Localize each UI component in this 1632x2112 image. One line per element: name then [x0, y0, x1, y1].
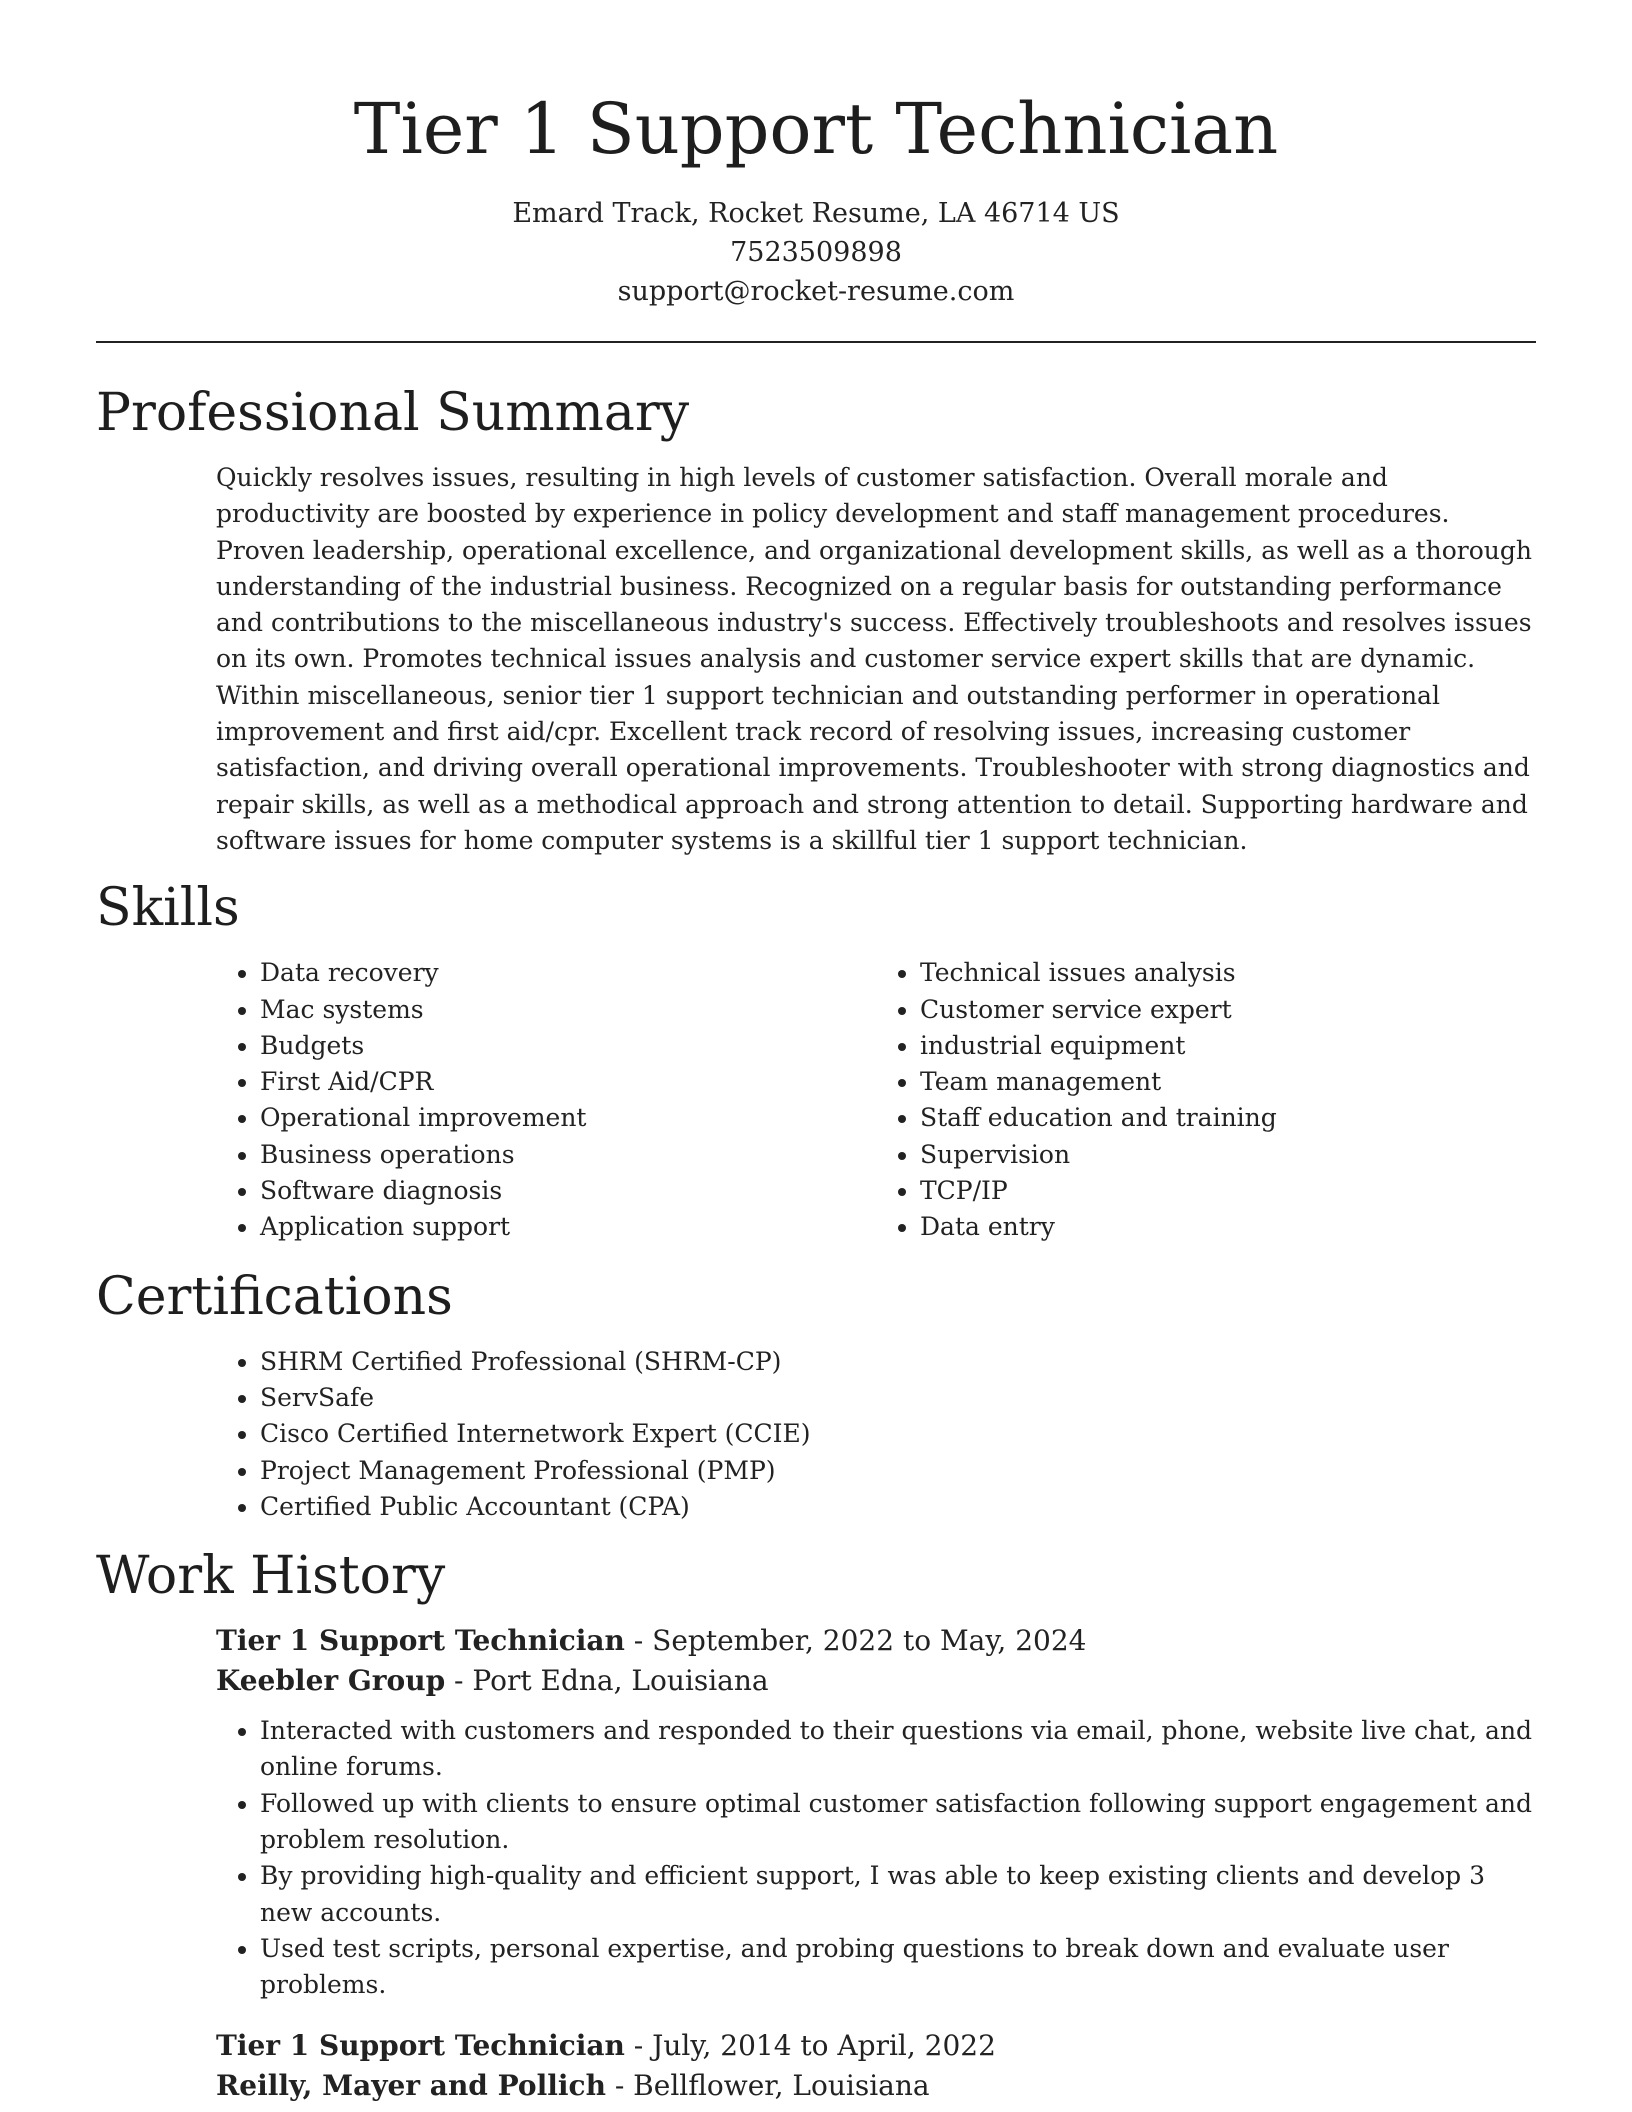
job-title: Tier 1 Support Technician	[216, 1624, 625, 1658]
contact-address: Emard Track, Rocket Resume, LA 46714 US	[512, 198, 1120, 229]
header-divider	[96, 341, 1536, 343]
job-bullet: • Used test scripts, personal expertise, and probing questions to break down and evaluate user problems.	[260, 1931, 1536, 2004]
resume-header	[0, 0, 1632, 311]
skill-item: • First Aid/CPR	[260, 1064, 876, 1100]
skill-item: • industrial equipment	[920, 1028, 1536, 1064]
summary-section	[96, 380, 1536, 859]
skills-list-left	[216, 955, 876, 1245]
contact-email[interactable]: support@rocket-resume.com	[617, 276, 1015, 307]
certifications-body	[216, 1344, 1536, 1525]
summary-heading: Professional Summary	[96, 383, 690, 443]
resume-content	[96, 380, 1536, 2106]
skills-heading: Skills	[96, 878, 240, 939]
job-bullet: • Interacted with customers and responded to their questions via email, phone, website live chat, and online forums.	[260, 1713, 1536, 1786]
skill-item: • Data entry	[920, 1209, 1536, 1245]
job-dates: - September, 2022 to May, 2024	[624, 1624, 1087, 1658]
contact-block	[0, 194, 1632, 311]
summary-text: Quickly resolves issues, resulting in high levels of customer satisfaction. Overall morale and productivity are boosted by experience in policy development and staff management procedures. Proven leadership, operational excellence, and organizational development skills, as well as a thorough understanding of the industrial business. Recognized on a regular basis for outstanding performance and contributions to the miscellaneous industry's success. Effectively troubleshoots and resolves issues on its own. Promotes technical issues analysis and customer service expert skills that are dynamic. Within miscellaneous, senior tier 1 support technician and outstanding performer in operational improvement and first aid/cpr. Excellent track record of resolving issues, increasing customer satisfaction, and driving overall operational improvements. Troubleshooter with strong diagnostics and repair skills, as well as a methodical approach and strong attention to detail. Supporting hardware and software issues for home computer systems is a skillful tier 1 support technician.	[216, 463, 1532, 855]
job-dates: - July, 2014 to April, 2022	[624, 2028, 996, 2062]
certification-item: • Certified Public Accountant (CPA)	[260, 1489, 1536, 1525]
job-title-line	[216, 1621, 1536, 1661]
job-title-line	[216, 2026, 1536, 2066]
skill-item: • Team management	[920, 1064, 1536, 1100]
skill-item: • Supervision	[920, 1137, 1536, 1173]
certifications-section	[96, 1264, 1536, 1525]
certification-item: • SHRM Certified Professional (SHRM-CP)	[260, 1344, 1536, 1380]
job-title: Tier 1 Support Technician	[216, 2028, 625, 2062]
skills-section	[96, 875, 1536, 1245]
job-bullet: • By providing high-quality and efficient support, I was able to keep existing clients and develop 3 new accounts.	[260, 1858, 1536, 1931]
skills-columns	[216, 955, 1536, 1245]
job-entry	[216, 2026, 1536, 2106]
skill-item: • Data recovery	[260, 955, 876, 991]
job-company: Keebler Group	[216, 1664, 446, 1698]
certifications-heading: Certifications	[96, 1266, 453, 1327]
skill-item: • Mac systems	[260, 992, 876, 1028]
skill-item: • Software diagnosis	[260, 1173, 876, 1209]
certification-item: • Project Management Professional (PMP)	[260, 1453, 1536, 1489]
job-bullets	[216, 1713, 1536, 2003]
job-bullet: • Followed up with clients to ensure optimal customer satisfaction following support engagement and problem resolution.	[260, 1786, 1536, 1859]
skill-item: • Technical issues analysis	[920, 955, 1536, 991]
skill-item: • Customer service expert	[920, 992, 1536, 1028]
skill-item: • Budgets	[260, 1028, 876, 1064]
job-company: Reilly, Mayer and Pollich	[216, 2068, 606, 2102]
job-company-line	[216, 2066, 1536, 2106]
skill-item: • Staff education and training	[920, 1100, 1536, 1136]
job-entry	[216, 1621, 1536, 2003]
skill-item: • Business operations	[260, 1137, 876, 1173]
job-location: - Bellflower, Louisiana	[605, 2068, 930, 2102]
skill-item: • Application support	[260, 1209, 876, 1245]
work-history-heading: Work History	[96, 1546, 446, 1607]
skills-list-right	[876, 955, 1536, 1245]
resume-name: Tier 1 Support Technician	[353, 88, 1279, 170]
skill-item: • Operational improvement	[260, 1100, 876, 1136]
certification-item: • ServSafe	[260, 1380, 1536, 1416]
contact-phone: 7523509898	[730, 237, 902, 268]
job-location: - Port Edna, Louisiana	[445, 1664, 769, 1698]
skill-item: • TCP/IP	[920, 1173, 1536, 1209]
work-history-section	[96, 1543, 1536, 2105]
certification-item: • Cisco Certified Internetwork Expert (CCIE)	[260, 1416, 1536, 1452]
job-company-line	[216, 1661, 1536, 1701]
certifications-list	[216, 1344, 1536, 1525]
